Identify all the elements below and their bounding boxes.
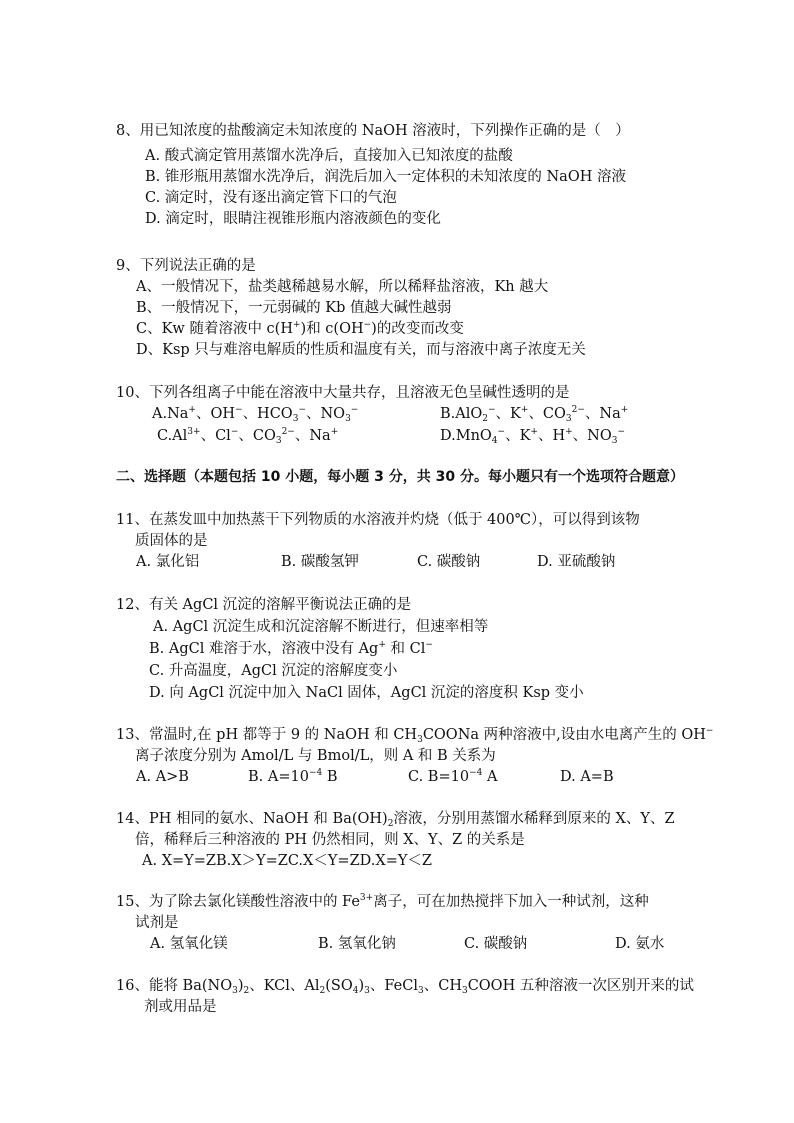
q11-option-c: C. 碳酸钠 — [417, 554, 481, 570]
q11-stem-cont: 质固体的是 — [135, 533, 208, 549]
q10-option-a: A.Na+、OH−、$HCO_3^-$、$NO_3^-$ — [152, 405, 359, 424]
q13-option-a: A. A>B — [136, 769, 189, 785]
q11-option-d: D. 亚硫酸钠 — [537, 554, 616, 570]
q13-option-d: D. A=B — [560, 769, 614, 785]
q13-stem: 13、常温时,在 pH 都等于 9 的 NaOH 和 $CH_3COONa$ 两种溶液中,设由水电离产生的 OH− — [116, 726, 714, 745]
q14-stem-cont: 倍，稀释后三种溶液的 PH 仍然相同，则 X、Y、Z 的关系是 — [135, 832, 525, 848]
q12-option-b: B. AgCl 难溶于水，溶液中没有 Ag+ 和 Cl− — [149, 640, 433, 657]
q12-option-c: C. 升高温度，AgCl 沉淀的溶解度变小 — [149, 663, 398, 679]
q12-stem: 12、有关 AgCl 沉淀的溶解平衡说法正确的是 — [116, 597, 412, 613]
q16-stem: 16、能将 $Ba(NO_3)_2$、KCl、$Al_2(SO_4)_3$、FeCl$_3$、$CH_3COOH$ 五种溶液一次区别开来的试 — [116, 978, 694, 996]
section-heading: 二、选择题（本题包括 10 小题，每小题 3 分，共 30 分。每小题只有一个选项符合题意） — [116, 469, 684, 485]
q8-option-d: D. 滴定时，眼睛注视锥形瓶内溶液颜色的变化 — [145, 211, 441, 227]
q15-option-a: A. 氢氧化镁 — [150, 936, 228, 952]
q9-option-b: B、一般情况下，一元弱碱的 Kb 值越大碱性越弱 — [136, 300, 452, 316]
q8-option-a: A. 酸式滴定管用蒸馏水洗净后，直接加入已知浓度的盐酸 — [145, 148, 513, 164]
q15-stem-cont: 试剂是 — [135, 915, 179, 931]
q15-option-d: D. 氨水 — [615, 936, 665, 952]
q11-option-a: A. 氯化铝 — [136, 554, 200, 570]
q13-stem-cont: 离子浓度分别为 Amol/L 与 Bmol/L，则 A 和 B 关系为 — [135, 748, 496, 764]
q14-options: A. X=Y=ZB.X＞Y=ZC.X＜Y=ZD.X=Y＜Z — [142, 853, 432, 869]
q8-option-c: C. 滴定时，没有逐出滴定管下口的气泡 — [145, 190, 397, 206]
q10-option-c: $C.Al^{3+}$、Cl−、$CO_3^{2-}$、Na+ — [157, 427, 339, 446]
q10-stem: 10、下列各组离子中能在溶液中大量共存，且溶液无色呈碱性透明的是 — [116, 385, 570, 401]
q15-option-b: B. 氢氧化钠 — [318, 936, 396, 952]
q12-option-a: A. AgCl 沉淀生成和沉淀溶解不断进行，但速率相等 — [153, 619, 489, 635]
q16-stem-cont: 剂或用品是 — [144, 999, 217, 1015]
q11-stem: 11、在蒸发皿中加热蒸干下列物质的水溶液并灼烧（低于 400℃），可以得到该物 — [116, 512, 640, 528]
q13-option-c: C. $B=10^{-4}$ A — [408, 768, 498, 785]
q8-option-b: B. 锥形瓶用蒸馏水洗净后，润洗后加入一定体积的未知浓度的 NaOH 溶液 — [145, 169, 626, 185]
q9-option-c: C、Kw 随着溶液中 c(H+)和 c(OH−)的改变而改变 — [136, 320, 464, 337]
q15-stem: 15、为了除去氯化镁酸性溶液中的 $Fe^{3+}$离子，可在加热搅拌下加入一种试剂，这种 — [116, 893, 649, 910]
q11-option-b: B. 碳酸氢钾 — [281, 554, 359, 570]
q10-option-d: D.MnO$_4$−、K+、H+、$NO_3^-$ — [440, 427, 626, 446]
q9-stem: 9、下列说法正确的是 — [116, 258, 256, 274]
q14-stem: 14、PH 相同的氨水、NaOH 和 $Ba(OH)_2$溶液，分别用蒸馏水稀释到原来的 X、Y、Z — [116, 811, 675, 829]
q15-option-c: C. 碳酸钠 — [464, 936, 528, 952]
q13-option-b: B. $A=10^{-4}$ B — [248, 768, 338, 785]
q12-option-d: D. 向 AgCl 沉淀中加入 NaCl 固体，AgCl 沉淀的溶度积 Ksp 变小 — [149, 685, 584, 701]
q10-option-b: B.AlO$_2$−、K+、$CO_3^{2-}$、Na+ — [440, 405, 629, 424]
q8-stem: 8、用已知浓度的盐酸滴定未知浓度的 NaOH 溶液时，下列操作正确的是（ ） — [116, 123, 630, 139]
q9-option-d: D、Ksp 只与难溶电解质的性质和温度有关，而与溶液中离子浓度无关 — [136, 342, 586, 358]
q9-option-a: A、一般情况下，盐类越稀越易水解，所以稀释盐溶液，Kh 越大 — [136, 279, 549, 295]
